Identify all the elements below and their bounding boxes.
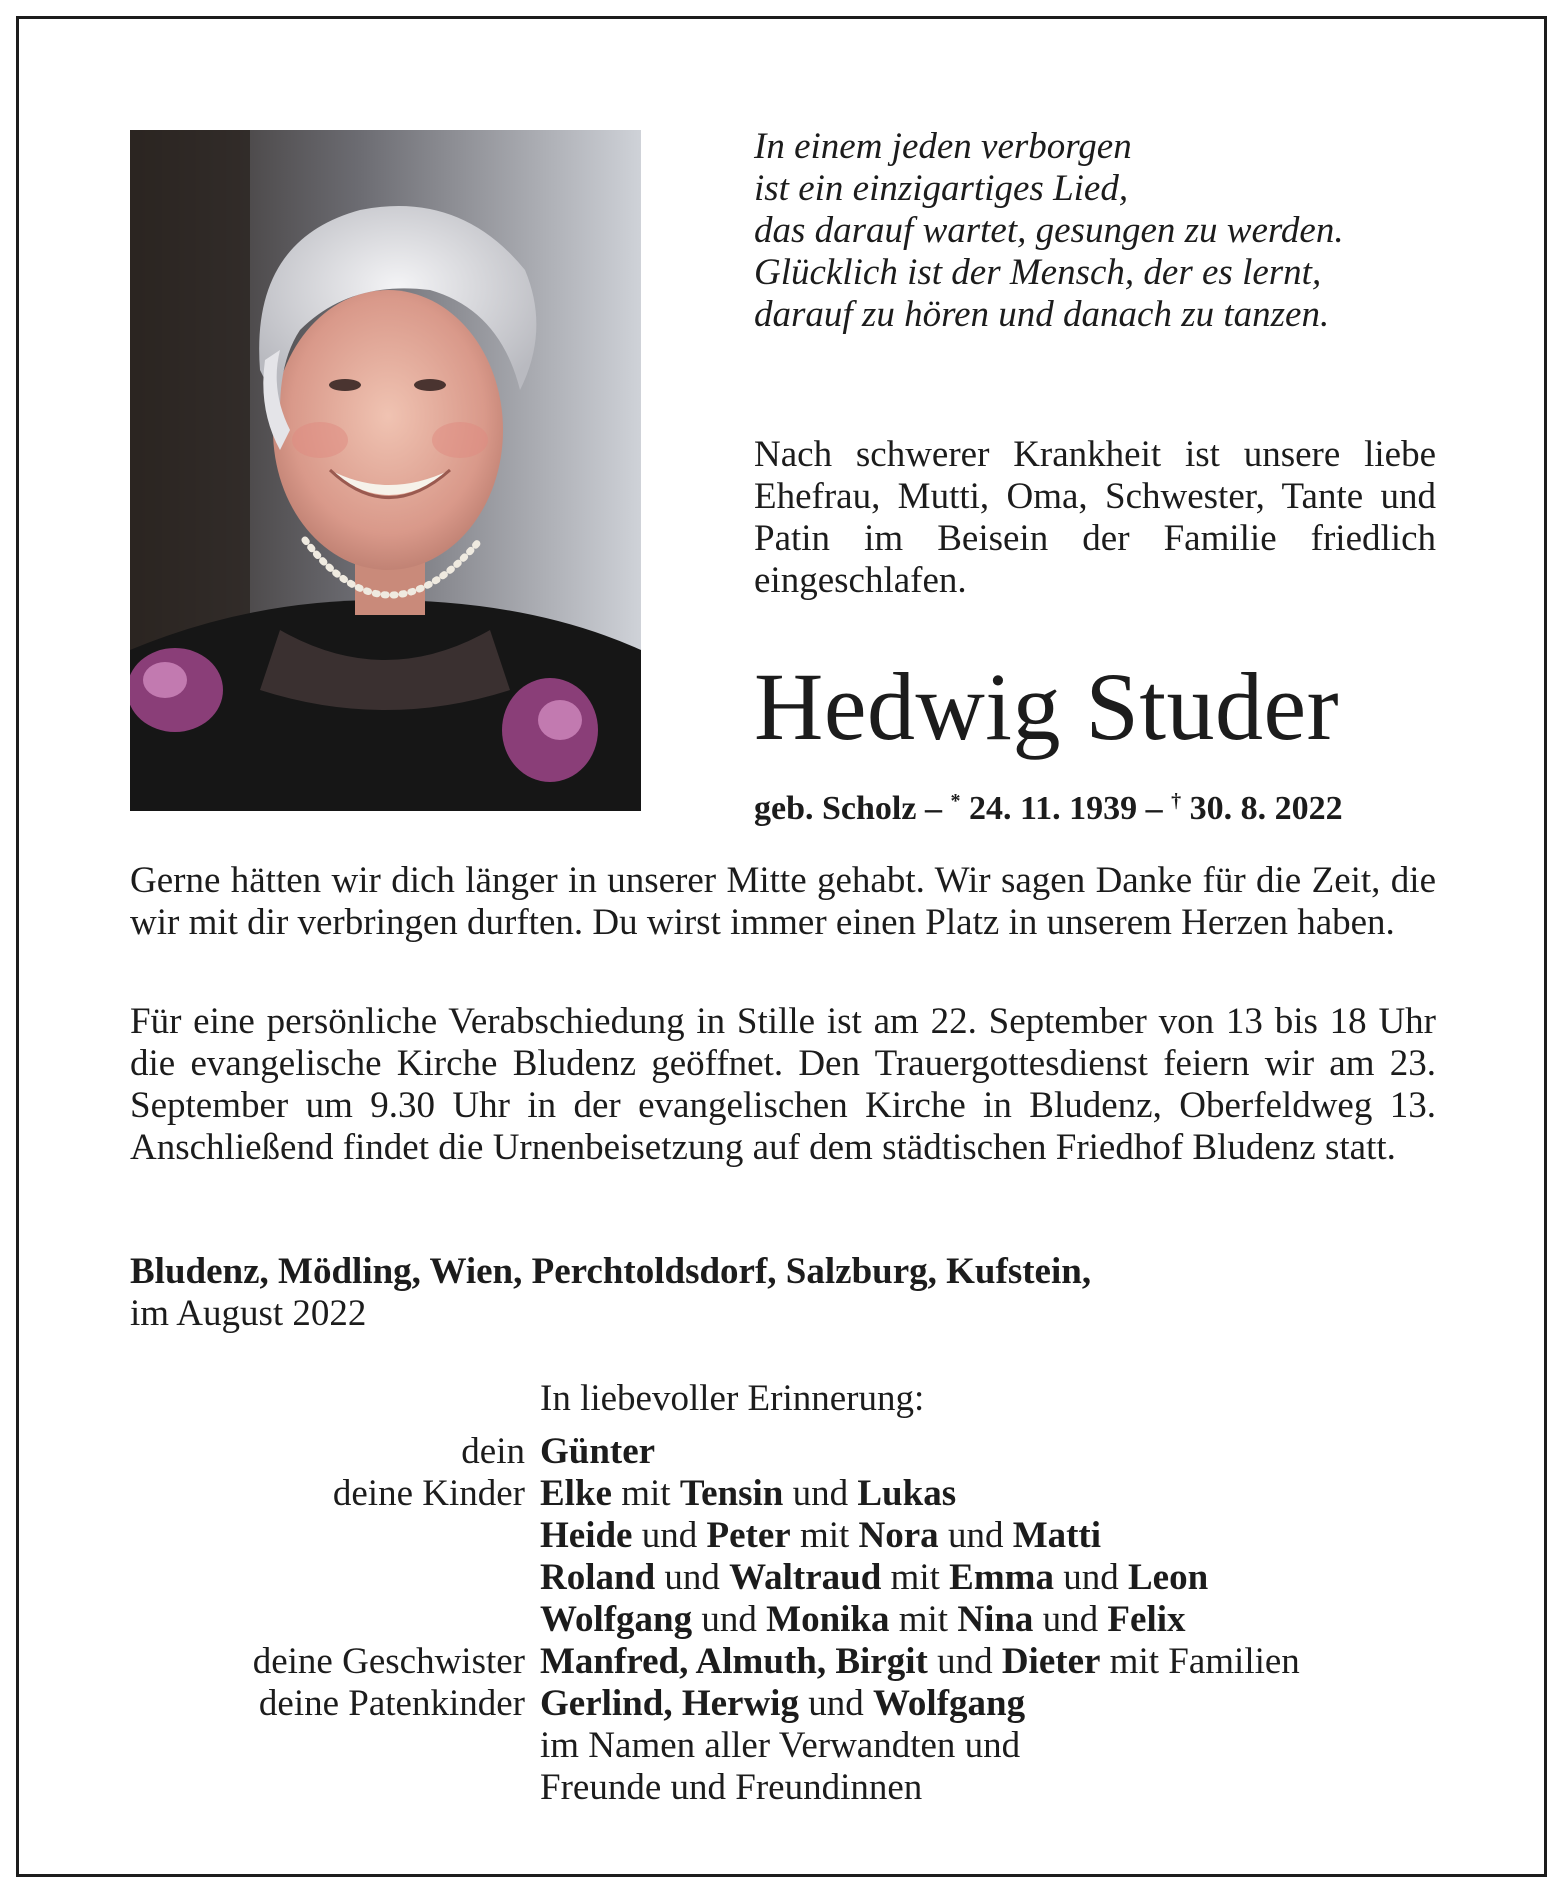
closing-line: im Namen aller Verwandten und (540, 1725, 1021, 1766)
family-row (130, 1683, 1460, 1725)
family-name: Emma (949, 1557, 1054, 1598)
relation-label: deine Kinder (332, 1473, 525, 1514)
family-name: Manfred, Almuth, Birgit (540, 1641, 928, 1682)
places-block (130, 1251, 1436, 1335)
family-name: Lukas (857, 1473, 957, 1514)
family-name: Gerlind, Herwig (540, 1683, 799, 1724)
connector: und (927, 1641, 1002, 1682)
service-paragraph: Für eine persönliche Verabschiedung in Stille ist am 22. September von 13 bis 18 Uhr die evangelische Kirche Bludenz geöffnet. Den Trauergottesdienst feiern wir am 23. September um 9.30 Uhr in der evangelischen Kirche in Bludenz, Oberfeldweg 13. Anschließend findet die Urnenbeisetzung auf dem städtischen Friedhof Bludenz statt. (130, 1001, 1436, 1168)
connector: und (938, 1515, 1013, 1556)
death-date: 30. 8. 2022 (1189, 790, 1343, 827)
connector: und (798, 1683, 873, 1724)
birth-symbol: * (950, 790, 961, 812)
connector: mit (790, 1515, 859, 1556)
life-dates (754, 780, 1454, 830)
connector: und (1033, 1599, 1108, 1640)
intro-text: Nach schwerer Krankheit ist unsere liebe Ehefrau, Mutti, Oma, Schwester, Tante und Patin im Beisein der Familie friedlich eingeschlafen. (754, 434, 1436, 601)
connector: mit (889, 1599, 958, 1640)
connector: und (783, 1473, 858, 1514)
thanks-paragraph: Gerne hätten wir dich länger in unserer Mitte gehabt. Wir sagen Danke für die Zeit, die wir mit dir verbringen durften. Du wirst immer einen Platz in unserem Herzen haben. (130, 860, 1436, 943)
family-name: Peter (706, 1515, 791, 1556)
poem-line: In einem jeden verborgen (754, 126, 1132, 167)
connector: mit (611, 1473, 680, 1514)
poem (754, 126, 1454, 336)
closing-line: Freunde und Freundinnen (540, 1767, 923, 1808)
places-date: im August 2022 (130, 1293, 367, 1334)
family-name: Wolfgang (540, 1599, 693, 1640)
death-symbol: † (1171, 790, 1182, 812)
family-name: Roland (540, 1557, 656, 1598)
family-name: Nora (858, 1515, 939, 1556)
family-name: Felix (1107, 1599, 1186, 1640)
family-name: Wolfgang (872, 1683, 1026, 1724)
family-name: Leon (1127, 1557, 1209, 1598)
family-name: Günter (540, 1431, 656, 1472)
poem-line: Glücklich ist der Mensch, der es lernt, (754, 252, 1322, 293)
family-row (130, 1767, 1460, 1809)
poem-line: ist ein einzigartiges Lied, (754, 168, 1129, 209)
family-list (130, 1431, 1460, 1809)
family-row (130, 1431, 1460, 1473)
family-row (130, 1599, 1460, 1641)
family-row (130, 1557, 1460, 1599)
family-row (130, 1641, 1460, 1683)
maiden-name: geb. Scholz – (754, 790, 942, 827)
portrait-photo (130, 130, 641, 811)
family-name: Dieter (1001, 1641, 1101, 1682)
connector: und (655, 1557, 730, 1598)
family-row (130, 1473, 1460, 1515)
birth-date: 24. 11. 1939 – (968, 790, 1163, 827)
family-row (130, 1725, 1460, 1767)
family-name: Nina (957, 1599, 1034, 1640)
places-cities: Bludenz, Mödling, Wien, Perchtoldsdorf, Salzburg, Kufstein, (130, 1251, 1092, 1292)
relation-label: dein (461, 1431, 525, 1472)
connector: mit Familien (1100, 1641, 1300, 1682)
connector: mit (881, 1557, 950, 1598)
family-name: Elke (540, 1473, 612, 1514)
poem-line: darauf zu hören und danach zu tanzen. (754, 294, 1330, 335)
deceased-name: Hedwig Studer (754, 653, 1340, 760)
connector: und (692, 1599, 767, 1640)
family-name: Monika (766, 1599, 890, 1640)
family-name: Tensin (679, 1473, 784, 1514)
connector: und (632, 1515, 707, 1556)
family-name: Heide (540, 1515, 633, 1556)
relation-label: deine Patenkinder (258, 1683, 525, 1724)
relation-label: deine Geschwister (252, 1641, 525, 1682)
connector: und (1053, 1557, 1128, 1598)
family-name: Waltraud (729, 1557, 882, 1598)
memory-heading: In liebevoller Erinnerung: (540, 1378, 925, 1419)
family-name: Matti (1012, 1515, 1102, 1556)
family-row (130, 1515, 1460, 1557)
poem-line: das darauf wartet, gesungen zu werden. (754, 210, 1344, 251)
